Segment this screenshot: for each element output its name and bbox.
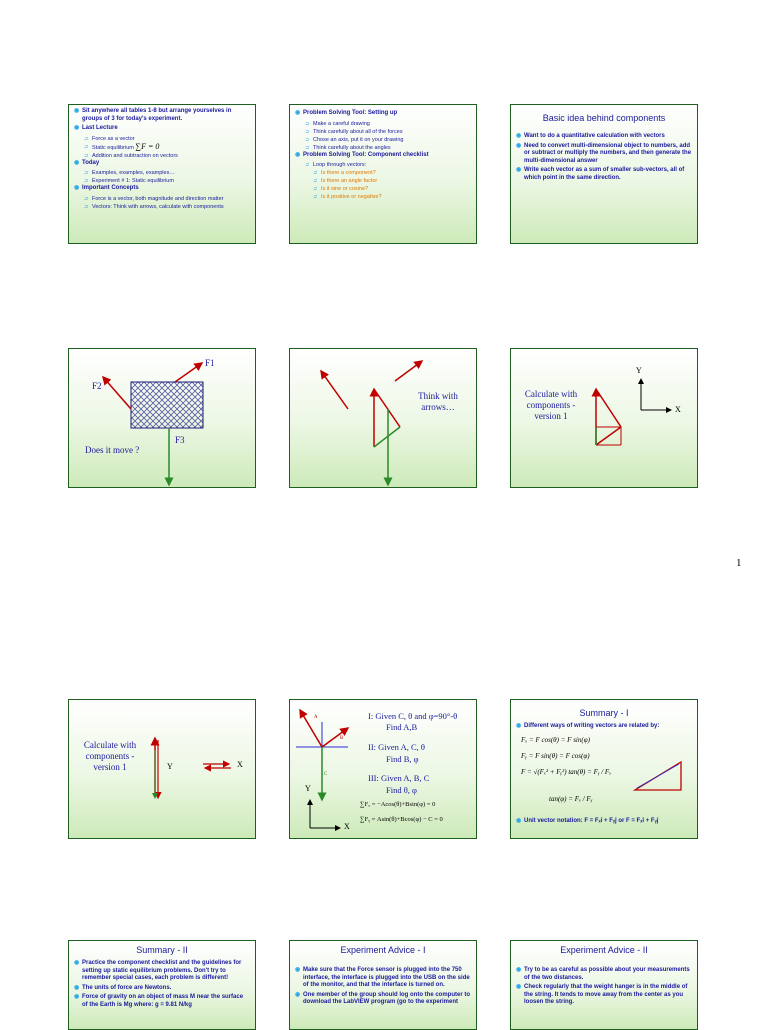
problem-2-find: Find B, φ [386,754,419,764]
equation-fy: Fᵧ = F sin(θ) = F cos(φ) [521,752,590,760]
bullet: ◉ Write each vector as a sum of smaller sub-vectors, all of which point in the same direction. [516,167,692,182]
bullet: ◉ Force of gravity on an object of mass M near the surface of the Earth is Mg where: g = 9.81 N/kg [74,994,250,1009]
bullet: ◉ Check regularly that the weight hanger is in the middle of the string. It tends to move away from the center as you loosen the string. [516,984,692,1007]
sub-bullet: ⊃ Chose an axis, put it on your drawing [295,136,471,144]
slide-title: Summary - I [579,708,629,718]
sub-bullet: ⊃ Experiment # 1: Static equilibrium [74,177,250,185]
slide-title: Basic idea behind components [542,113,666,123]
sub-bullet: ⊃ Think carefully about all of the forces [295,128,471,136]
bullet: ◉ Unit vector notation: F = Fₓî + Fᵧĵ or F = Fₓî + Fᵧĵ [516,818,692,826]
slide-1[interactable] [68,104,256,244]
y-axis-label: Y [305,784,311,793]
bullet: ◉ The units of force are Newtons. [74,985,250,993]
problem-1-find: Find A,B [386,722,418,732]
bullet: ◉ Make sure that the Force sensor is plugged into the 750 interface, the interface is plugged into the USB on the side of the monitor, and that the interface is turned on. [295,967,471,990]
sub-bullet: ⊃ Examples, examples, examples… [74,169,250,177]
block [131,382,203,428]
slide-9[interactable] [510,699,698,839]
slide-5[interactable] [289,348,477,488]
vector-c-label: C [324,772,328,777]
bullet: ◉ Last Lecture [74,125,250,133]
x-axis-label: X [675,405,681,414]
f2-label: F2 [92,381,102,391]
problem-1: I: Given C, θ and φ=90°-θ [368,711,458,721]
slide-12[interactable] [510,940,698,1030]
y-axis-label: Y [167,762,173,771]
bullet: ◉ Sit anywhere all tables 1-8 but arrange yourselves in groups of 3 for today's experiment. [74,108,250,123]
bullet: ◉ Problem Solving Tool: Component checklist [295,152,471,160]
page-number: 1 [736,557,742,569]
equation-tan-phi: tan(φ) = Fₓ / Fᵧ [549,795,593,803]
bullet: ◉ Try to be as careful as possible about your measurements of the two distances. [516,967,692,982]
sub-bullet: ⊃ Static equilibrium ∑F = 0 [74,143,250,152]
bullet: ◉ One member of the group should log onto the computer to download the LabVIEW program (go to the experiment [295,992,471,1007]
problem-2: II: Given A, C, θ [368,742,425,752]
bullet: ◉ Problem Solving Tool: Setting up [295,110,471,118]
f3-label: F3 [175,435,185,445]
f1-label: F1 [205,358,215,368]
y-axis-label: Y [636,366,642,375]
calc-label: Calculate with components - version 1 [524,389,578,421]
problem-3-find: Find θ, φ [386,785,417,795]
sub-bullet: ⊃ Force as a vector [74,135,250,143]
slide-2[interactable] [289,104,477,244]
sub-sub-bullet: ⊃ Is it sine or cosine? [295,185,471,193]
slide-8[interactable] [289,699,477,839]
f1-arrow [175,363,202,382]
slide-6[interactable] [510,348,698,488]
slide-7[interactable] [68,699,256,839]
bullet: ◉ Different ways of writing vectors are related by: [516,723,692,731]
sub-sub-bullet: ⊃ Is it positive or negative? [295,193,471,201]
slide-10[interactable] [68,940,256,1030]
equation-x: ∑Fₓ = −Acos(θ)+Bsin(φ) = 0 [360,801,436,808]
equation-y: ∑Fᵧ = Asin(θ)+Bcos(φ) − C = 0 [360,816,443,823]
equation-fx: Fₓ = F cos(θ) = F sin(φ) [521,736,590,744]
vector-a-label: A [314,715,318,720]
forces-diagram [69,349,256,488]
bullet: ◉ Important Concepts [74,185,250,193]
think-label: Think with arrows… [418,391,458,412]
slide-title: Experiment Advice - I [340,945,426,955]
sub-bullet: ⊃ Make a careful drawing [295,120,471,128]
bullet: ◉ Today [74,160,250,168]
sub-sub-bullet: ⊃ Is there an angle factor [295,177,471,185]
bullet: ◉ Practice the component checklist and the guidelines for setting up static equilibrium problems. Don't try to remember special cases, each problem is different! [74,960,250,983]
bullet: ◉ Need to convert multi-dimensional object to numbers, add or subtract or multiply the numbers, and then generate the multi-dimensional answer [516,143,692,166]
slide-title: Summary - II [136,945,188,955]
sub-bullet: ⊃ Addition and subtraction on vectors [74,152,250,160]
calc-label: Calculate with components - version 1 [83,740,137,772]
x-axis-label: X [237,760,243,769]
arrows-diagram [290,349,477,488]
sub-bullet: ⊃ Think carefully about the angles [295,144,471,152]
equation-magnitude: F = √(Fₓ² + Fᵧ²) tan(θ) = Fᵧ / Fₓ [521,768,612,776]
slide-4[interactable] [68,348,256,488]
x-axis-label: X [344,822,350,831]
vector-b-label: B [340,736,344,741]
question-label: Does it move ? [85,445,140,455]
bullet: ◉ Want to do a quantitative calculation with vectors [516,133,692,141]
problem-3: III: Given A, B, C [368,773,430,783]
sub-bullet: ⊃ Force is a vector, both magnitude and direction matter [74,195,250,203]
slide-11[interactable] [289,940,477,1030]
f2-arrow [103,377,131,409]
sub-sub-bullet: ⊃ Is there a component? [295,169,471,177]
sub-bullet: ⊃ Vectors: Think with arrows, calculate with components [74,203,250,211]
slide-3[interactable] [510,104,698,244]
slide-title: Experiment Advice - II [560,945,648,955]
sub-bullet: ⊃ Loop through vectors: [295,161,471,169]
sum-formula: ∑F = 0 [135,141,160,151]
